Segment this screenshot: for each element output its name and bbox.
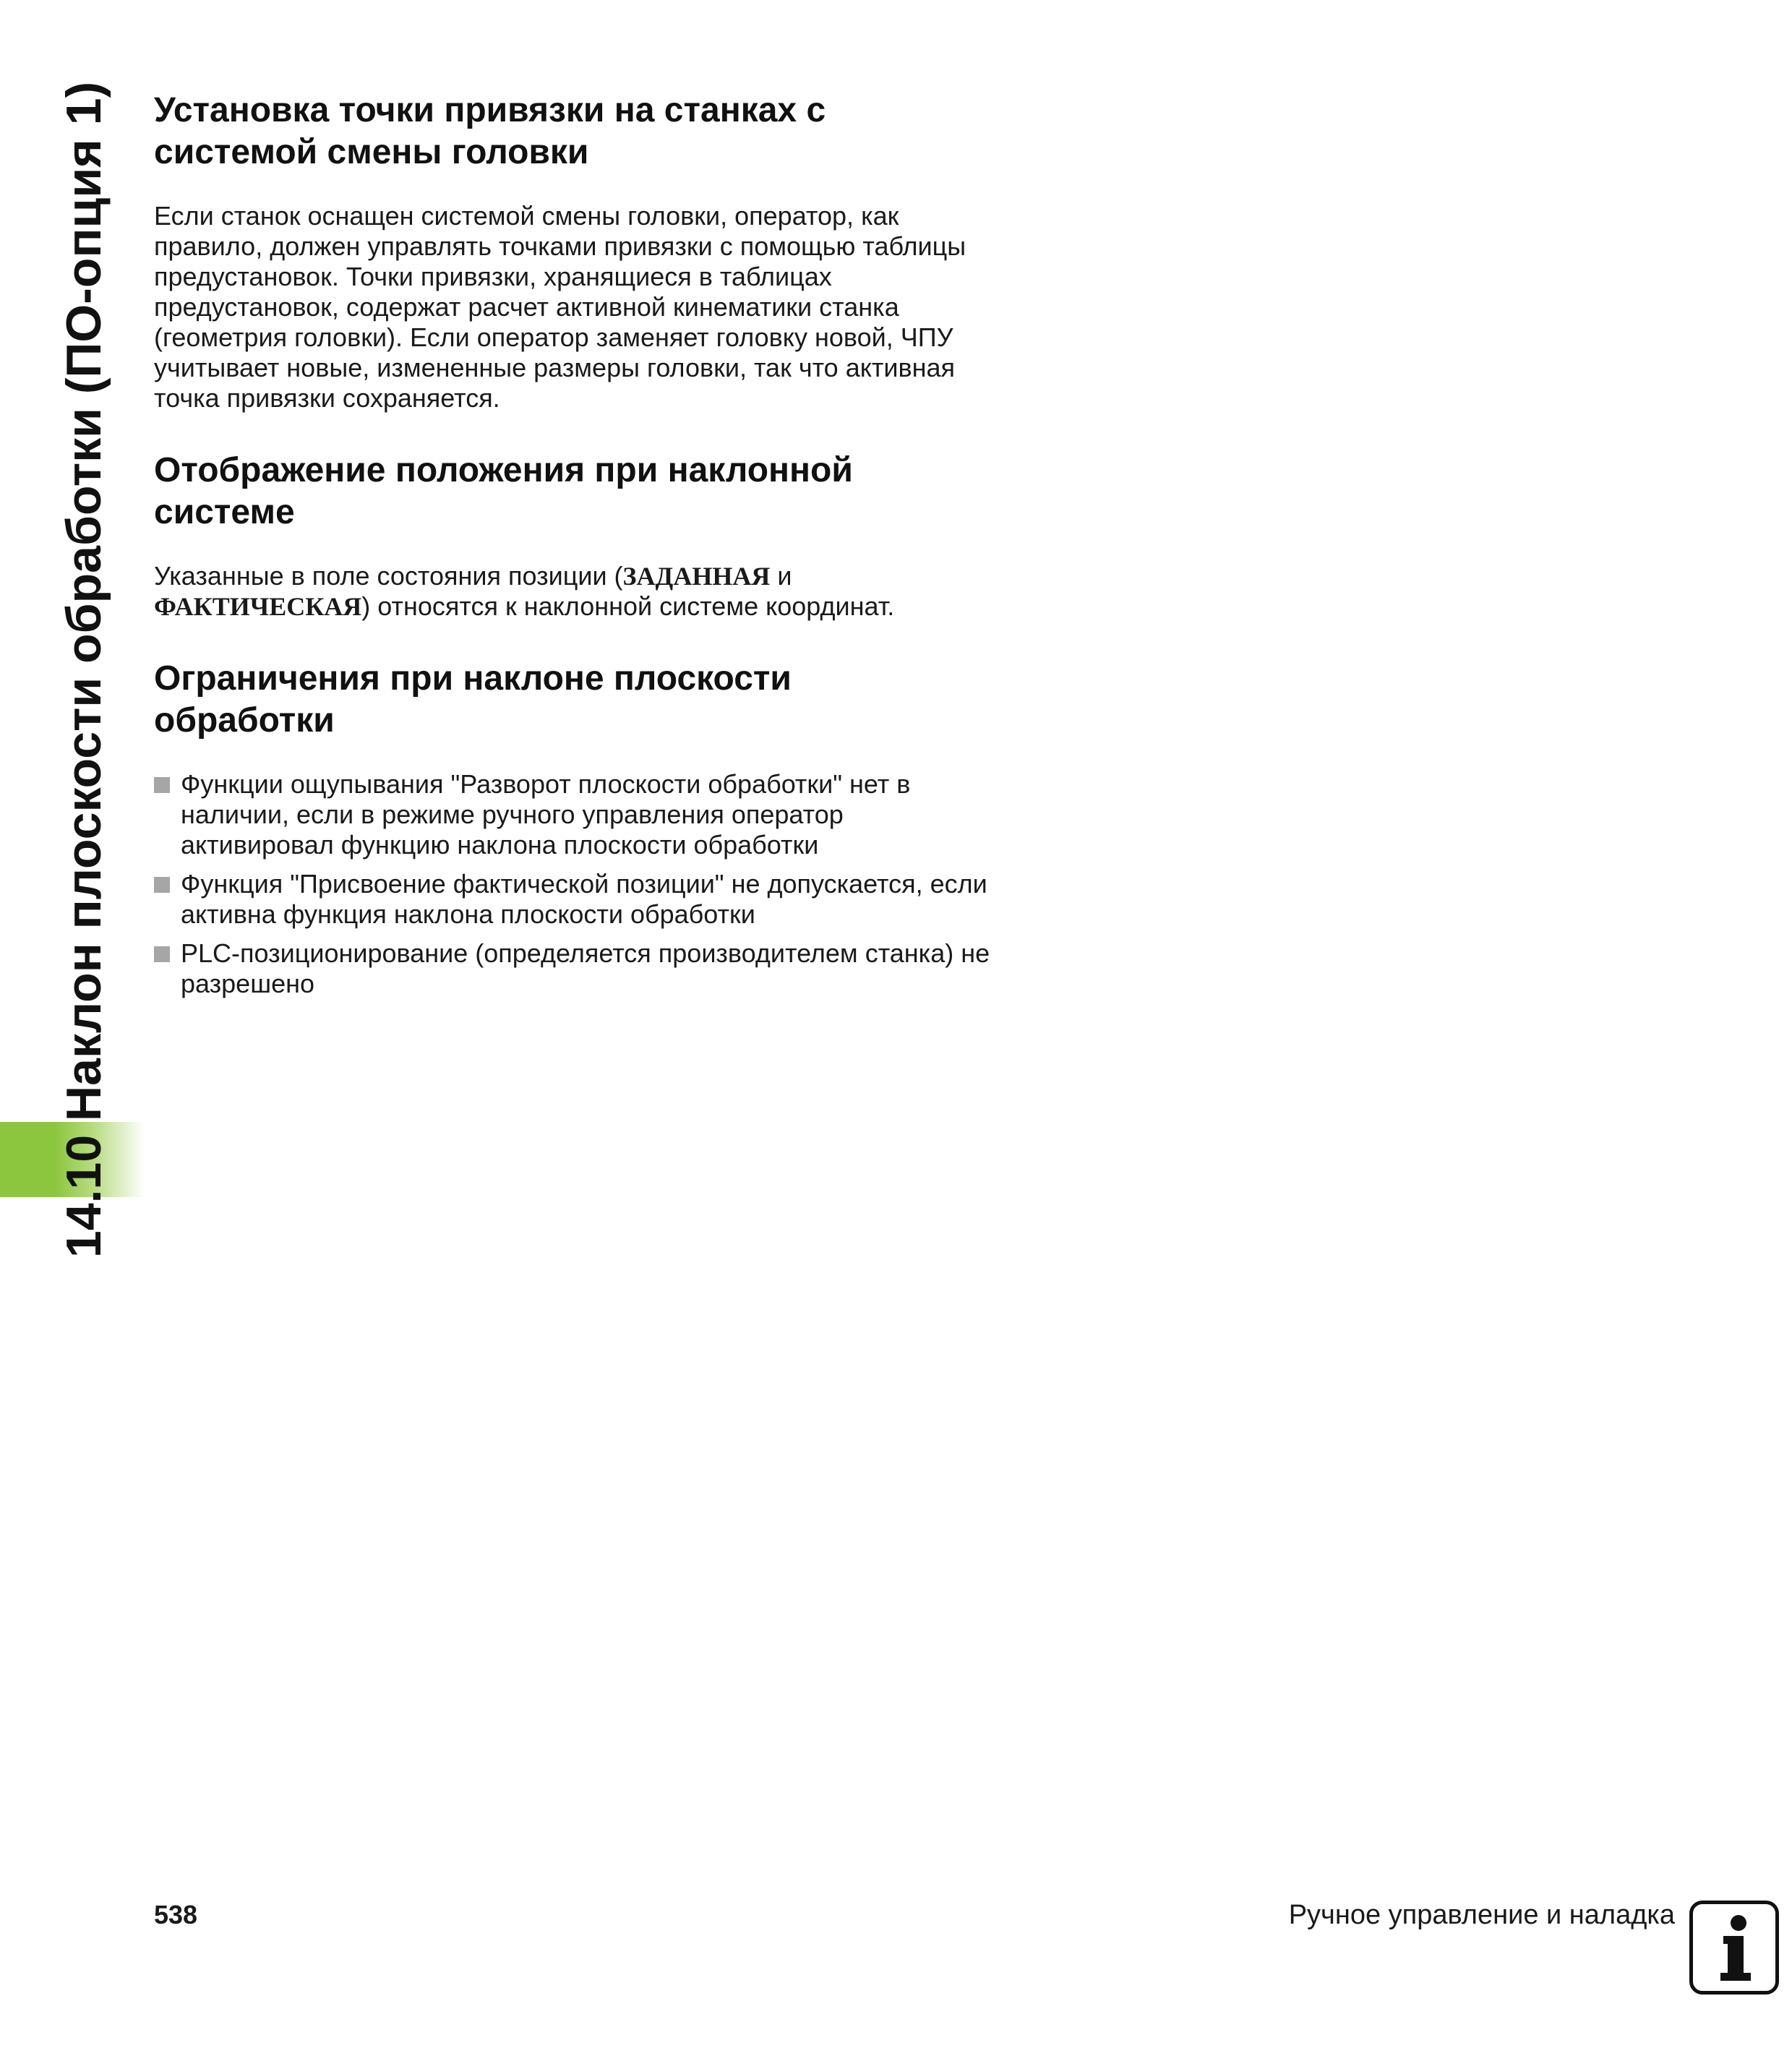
heading-line: обработки — [154, 701, 335, 740]
list-item-text: Функции ощупывания "Разворот плоскости обработки" нет в наличии, если в режиме ручного управления оператор активировал функцию наклона плоскости обработки — [181, 769, 911, 860]
page-number: 538 — [154, 1900, 198, 1929]
section-paragraph: Если станок оснащен системой смены головки, оператор, как правило, должен управлять точками привязки с помощью таблицы предустановок. Точки привязки, хранящиеся в таблицах предустановок, содержат расчет активной кинематики станка (геометрия головки). Если оператор заменяет головку новой, ЧПУ учитывает новые, измененные размеры головки, так что активная точка привязки сохраняется. — [154, 201, 966, 413]
section-heading — [154, 450, 1000, 534]
main-content — [154, 90, 1000, 1008]
heading-line: Установка точки привязки на станках с — [154, 91, 826, 129]
paragraph-text: ) относятся к наклонной системе координат. — [361, 591, 895, 621]
list-item — [154, 869, 1000, 930]
chapter-title: 14.10 Наклон плоскости обработки (ПО-опция 1) — [56, 81, 111, 1258]
heading-line: Отображение положения при наклонной — [154, 451, 853, 489]
info-icon — [1689, 1901, 1779, 1995]
heading-line: Ограничения при наклоне плоскости — [154, 659, 792, 698]
bullet-square-icon — [154, 877, 170, 893]
section-heading — [154, 658, 1000, 742]
paragraph-text: Указанные в поле состояния позиции ( — [154, 561, 623, 591]
list-item — [154, 769, 1000, 860]
section-heading — [154, 90, 1000, 173]
restrictions-list — [154, 769, 1000, 999]
term-nominal: ЗАДАННАЯ — [622, 562, 771, 591]
term-actual: ФАКТИЧЕСКАЯ — [154, 592, 362, 621]
bullet-square-icon — [154, 946, 170, 962]
bullet-square-icon — [154, 777, 170, 793]
heading-line: системе — [154, 493, 295, 531]
list-item-text: Функция "Присвоение фактической позиции" не допускается, если активна функция наклона плоскости обработки — [181, 869, 987, 929]
footer-title: Ручное управление и наладка — [1288, 1900, 1675, 1930]
list-item — [154, 938, 1000, 999]
section-reference-point — [154, 90, 1000, 414]
list-item-text: PLC-позиционирование (определяется производителем станка) не разрешено — [181, 938, 990, 998]
section-restrictions — [154, 658, 1000, 999]
heading-line: системой смены головки — [154, 133, 589, 171]
paragraph-text: и — [770, 561, 792, 591]
section-position-display — [154, 450, 1000, 622]
section-paragraph — [154, 561, 1000, 622]
